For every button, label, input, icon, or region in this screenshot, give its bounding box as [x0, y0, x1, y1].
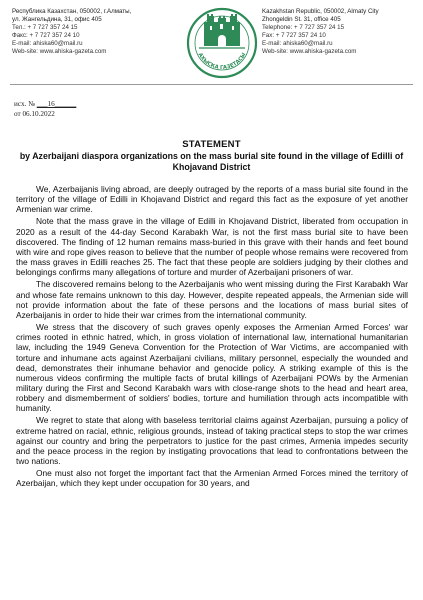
website-line: Web-site: www.ahiska-gazeta.com [262, 48, 357, 55]
letterhead-address-english [262, 8, 420, 56]
logo-emblem-icon [185, 6, 259, 80]
website-line: Web-site: www.ahiska-gazeta.com [12, 48, 107, 55]
document-subtitle: by Azerbaijani diaspora organizations on the mass burial site found in the village of Edilli of Khojavand District [19, 151, 404, 172]
fax-line: Факс: + 7 727 357 24 10 [12, 32, 80, 39]
paragraph: The discovered remains belong to the Azerbaijanis who went missing during the First Karabakh War and whose fate remains unknown to this day. However, despite repeated appeals, the Armenian side will not provide information about the fate of these persons and the locations of mass burial sites of Azerbaijanis in order to hide their war crimes from the international community. [16, 279, 408, 320]
address-line: Kazakhstan Republic, 050002, Almaty City [262, 8, 379, 15]
document-date: 06.10.2022 [22, 109, 55, 118]
paragraph: One must also not forget the important fact that the Armenian Armed Forces mined the territory of Azerbaijan, which they kept under occupation for 30 years, and [16, 468, 408, 489]
website-link[interactable]: www.ahiska-gazeta.com [39, 48, 107, 55]
address-line: ул. Жангельдина, 31, офис 405 [12, 16, 102, 23]
reference-block [14, 100, 76, 119]
email-link[interactable]: ahiska60@mail.ru [32, 40, 83, 47]
letterhead-divider [10, 84, 413, 85]
letterhead-address-russian [12, 8, 180, 56]
address-line: Zhongeldin St. 31, office 405 [262, 16, 341, 23]
statement-heading [14, 139, 409, 173]
letterhead [0, 0, 423, 92]
paragraph: We regret to state that along with baseless territorial claims against Azerbaijan, pursuing a policy of extreme hatred on racial, ethnic, religious grounds, instead of taking practical steps to stop the war crimes against our country and bring the perpetrators to justice for the past crimes, Armenia impedes security and the peace process in the region by instigating provocations that lead to confrontations between the two nations. [16, 415, 408, 467]
email-link[interactable]: ahiska60@mail.ru [282, 40, 333, 47]
paragraph: Note that the mass grave in the village of Edilli in Khojavand District, liberated from occupation in 2020 as a result of the 44-day Second Karabakh War, is not the first mass burial site to have been discovered. The finding of 12 human remains mass-buried in this grave with their hands and feet bound with wire and rope gives reason to believe that the number of people whose remains were recovered from the mass graves in Edilli reaches 25. The fact that these people are soldiers judging by their clothes and belongings confirms many allegations of torture and murder of Azerbaijani prisoners of war. [16, 216, 408, 278]
statement-body [16, 184, 408, 491]
document-number: ___16______ [36, 100, 77, 108]
phone-line: Telephone: + 7 727 357 24 15 [262, 24, 345, 31]
address-line: Республика Казахстан, 050002, г.Алматы, [12, 8, 132, 15]
website-link[interactable]: www.ahiska-gazeta.com [289, 48, 357, 55]
logo-text: АХЫСКА ГАЗЕТАСЫ [196, 51, 248, 72]
email-line: E-mail: ahiska60@mail.ru [262, 40, 333, 47]
document-title: STATEMENT [182, 139, 241, 150]
email-line: E-mail: ahiska60@mail.ru [12, 40, 83, 47]
outgoing-date: от 06.10.2022 [14, 109, 55, 118]
paragraph: We stress that the discovery of such graves openly exposes the Armenian Armed Forces' war crimes rooted in ethnic hatred, which, in gross violation of international law, international humanitarian law, including the 1949 Geneva Convention for the Protection of War Victims, are accompanied with torture and inhumane acts against Azerbaijani civilians, military personnel, especially the wounded and dead, demonstrates their inhumane behavior and genocide policy. A striking example of this is the numerous videos confirming the multiple facts of brutal killings of Azerbaijani POWs by the Armenian military during the First and Second Karabakh wars with close-range shots to the head and heart area, robbery and dismemberment of soldiers' bodies, torture and humiliation through acts incompatible with humanity. [16, 322, 408, 414]
newspaper-logo [185, 6, 259, 80]
fax-line: Fax: + 7 727 357 24 10 [262, 32, 326, 39]
paragraph: We, Azerbaijanis living abroad, are deeply outraged by the reports of a mass burial site found in the territory of the village of Edilli in Khojavand District and regard this fact as the exposure of yet another Armenian war crime. [16, 184, 408, 215]
outgoing-number: исх. № ___16______ [14, 100, 77, 108]
phone-line: Тел.: + 7 727 357 24 15 [12, 24, 78, 31]
